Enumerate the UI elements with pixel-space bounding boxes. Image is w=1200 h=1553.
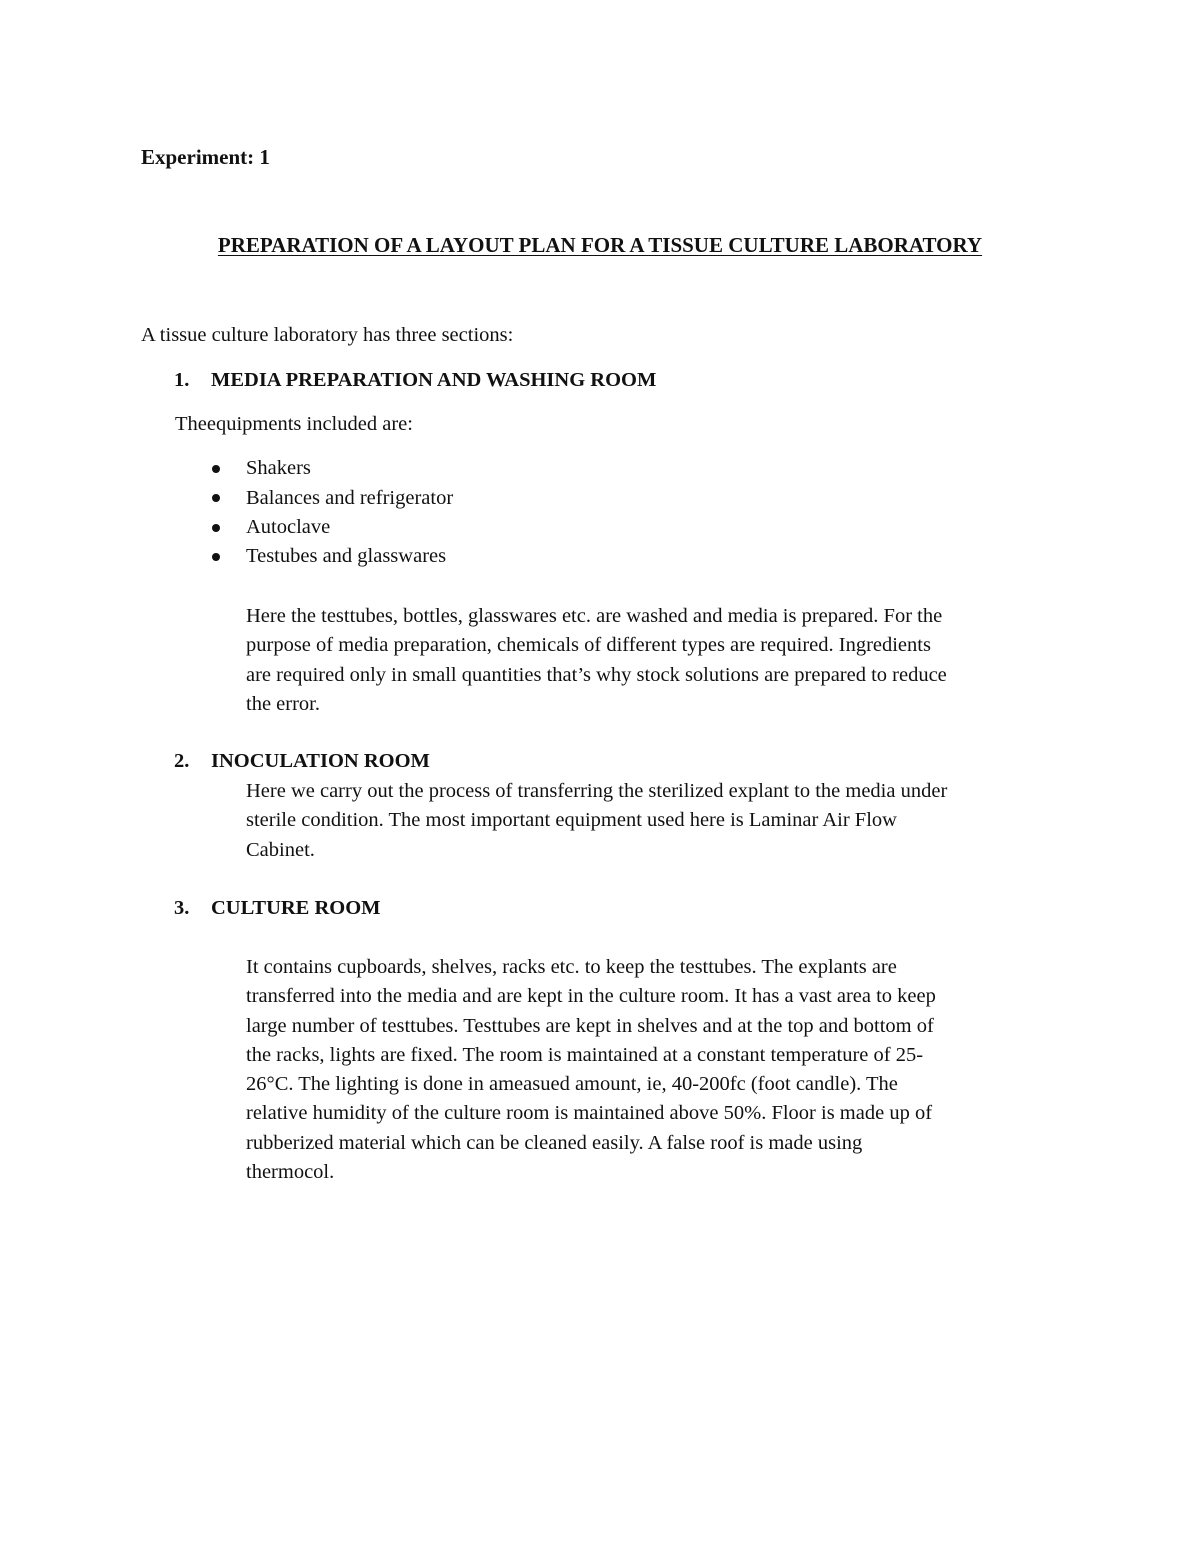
- paragraph-line: Here the testtubes, bottles, glasswares etc. are washed and media is prepared. For the: [246, 605, 943, 627]
- bullet-icon: [212, 553, 220, 561]
- section-2-paragraph: [246, 777, 1066, 865]
- paragraph-line: transferred into the media and are kept in the culture room. It has a vast area to keep: [246, 985, 936, 1008]
- section-1-number: 1.: [174, 369, 190, 391]
- document-title: PREPARATION OF A LAYOUT PLAN FOR A TISSUE CULTURE LABORATORY: [217, 233, 983, 257]
- paragraph-line: large number of testtubes. Testtubes are kept in shelves and at the top and bottom of: [246, 1014, 934, 1037]
- equipment-item: Autoclave: [246, 516, 331, 538]
- paragraph-line: relative humidity of the culture room is maintained above 50%. Floor is made up of: [246, 1102, 933, 1125]
- paragraph-line: 26°C. The lighting is done in ameasued amount, ie, 40-200fc (foot candle). The: [246, 1073, 898, 1096]
- intro-text: A tissue culture laboratory has three sections:: [141, 324, 514, 346]
- paragraph-line: thermocol.: [246, 1161, 335, 1184]
- section-2-heading: INOCULATION ROOM: [211, 750, 430, 772]
- equipment-item: Balances and refrigerator: [246, 487, 454, 509]
- equipment-item: Shakers: [246, 457, 311, 479]
- paragraph-line: the racks, lights are fixed. The room is maintained at a constant temperature of 25-: [246, 1043, 924, 1066]
- section-2-number: 2.: [174, 750, 190, 772]
- equipment-item: Testubes and glasswares: [246, 545, 447, 567]
- paragraph-line: Cabinet.: [246, 838, 315, 861]
- bullet-icon: [212, 524, 220, 532]
- paragraph-line: rubberized material which can be cleaned easily. A false roof is made using: [246, 1131, 863, 1154]
- equipment-label: Theequipments included are:: [175, 413, 413, 435]
- section-1-heading: MEDIA PREPARATION AND WASHING ROOM: [211, 369, 657, 391]
- paragraph-line: It contains cupboards, shelves, racks etc. to keep the testtubes. The explants are: [246, 956, 897, 978]
- section-3-number: 3.: [174, 897, 190, 919]
- section-3-heading: CULTURE ROOM: [211, 897, 381, 919]
- paragraph-line: purpose of media preparation, chemicals of different types are required. Ingredients: [246, 634, 931, 657]
- section-1-paragraph: [246, 602, 1066, 719]
- paragraph-line: are required only in small quantities that’s why stock solutions are prepared to reduce: [246, 663, 947, 686]
- experiment-label: Experiment: 1: [141, 145, 270, 169]
- bullet-icon: [212, 494, 220, 502]
- paragraph-line: the error.: [246, 692, 320, 715]
- paragraph-line: Here we carry out the process of transferring the sterilized explant to the media under: [246, 780, 948, 802]
- section-3-paragraph: [246, 953, 1066, 1187]
- bullet-icon: [212, 465, 220, 473]
- paragraph-line: sterile condition. The most important equipment used here is Laminar Air Flow: [246, 809, 897, 832]
